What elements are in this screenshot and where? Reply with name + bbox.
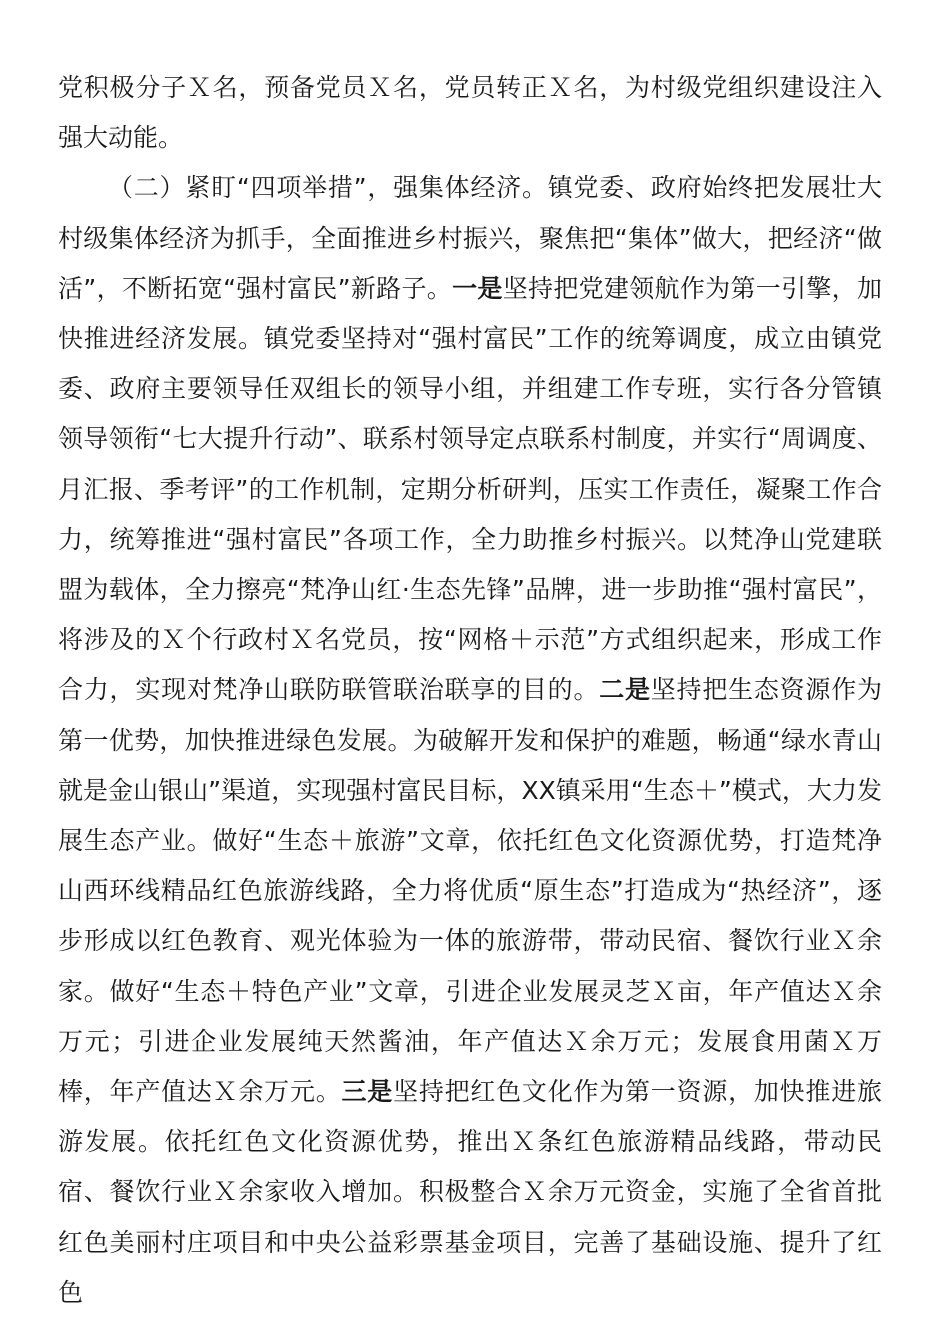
paragraph-collective-economy (58, 163, 882, 1318)
paragraph-text: 党积极分子Ｘ名，预备党员Ｘ名，党员转正Ｘ名，为村级党组织建设注入强大动能。 (58, 73, 882, 153)
point-text-third: 坚持把红色文化作为第一资源，加快推进旅游发展。依托红色文化资源优势，推出Ｘ条红色旅游精品线路，带动民宿、餐饮行业Ｘ余家收入增加。积极整合Ｘ余万元资金，实施了全省首批红色美丽村庄项目和中央公益彩票基金项目，完善了基础设施、提升了红色 (58, 1077, 882, 1307)
document-body (58, 63, 882, 1318)
point-text-second: 坚持把生态资源作为第一优势，加快推进绿色发展。为破解开发和保护的难题，畅通“绿水青山就是金山银山”渠道，实现强村富民目标，XX镇采用“生态＋”模式，大力发展生态产业。做好“生态＋旅游”文章，依托红色文化资源优势，打造梵净山西环线精品红色旅游线路，全力将优质“原生态”打造成为“热经济”，逐步形成以红色教育、观光体验为一体的旅游带，带动民宿、餐饮行业Ｘ余家。做好“生态＋特色产业”文章，引进企业发展灵芝Ｘ亩，年产值达Ｘ余万元；引进企业发展纯天然酱油，年产值达Ｘ余万元；发展食用菌Ｘ万棒，年产值达Ｘ余万元。 (58, 675, 882, 1107)
point-label-first: 一是 (452, 273, 503, 303)
paragraph-party-members (58, 63, 882, 163)
point-label-third: 三是 (341, 1077, 394, 1107)
section-intro: （二）紧盯“四项举措”，强集体经济。镇党委、政府始终把发展壮大村级集体经济为抓手，全面推进乡村振兴，聚焦把“集体”做大，把经济“做活”，不断拓宽“强村富民”新路子。 (58, 173, 882, 303)
point-text-first: 坚持把党建领航作为第一引擎，加快推进经济发展。镇党委坚持对“强村富民”工作的统筹调度，成立由镇党委、政府主要领导任双组长的领导小组，并组建工作专班，实行各分管镇领导领衔“七大提升行动”、联系村领导定点联系村制度，并实行“周调度、月汇报、季考评”的工作机制，定期分析研判，压实工作责任，凝聚工作合力，统筹推进“强村富民”各项工作，全力助推乡村振兴。以梵净山党建联盟为载体，全力擦亮“梵净山红·生态先锋”品牌，进一步助推“强村富民”，将涉及的Ｘ个行政村Ｘ名党员，按“网格＋示范”方式组织起来，形成工作合力，实现对梵净山联防联管联治联享的目的。 (58, 273, 882, 705)
point-label-second: 二是 (599, 675, 651, 705)
